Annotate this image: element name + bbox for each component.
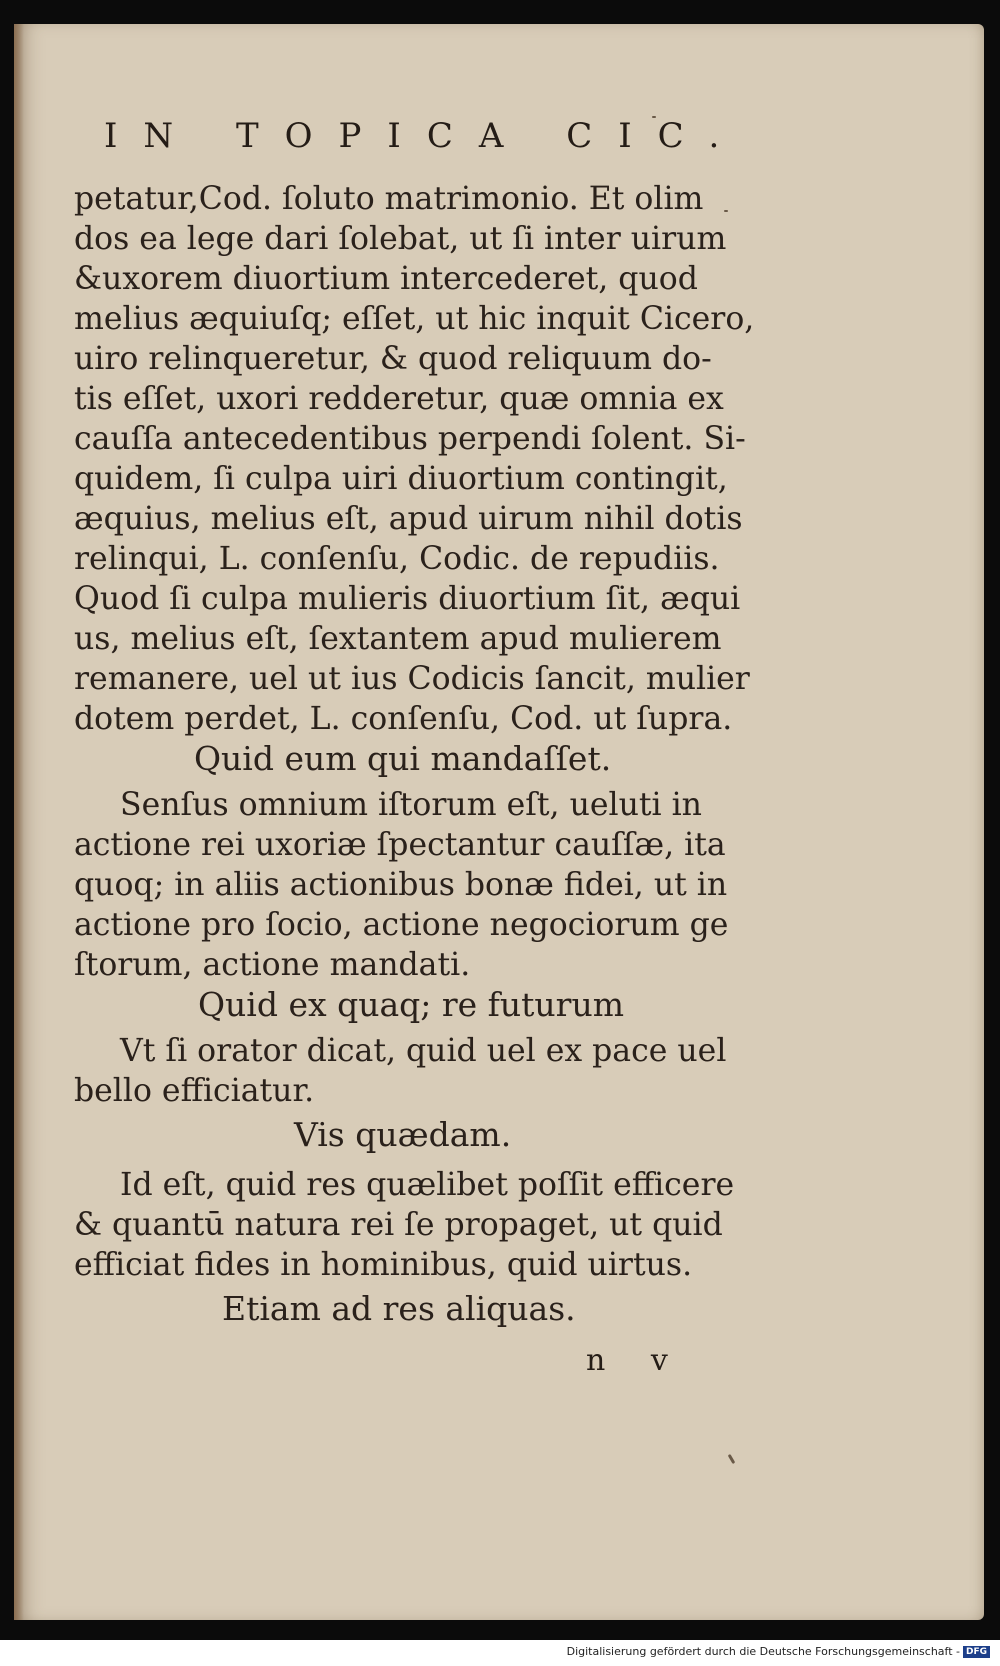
- text-line: quidem, ſi culpa uiri diuortium contingit,: [74, 461, 728, 497]
- section-heading: Quid eum qui mandaſſet.: [194, 739, 612, 778]
- text-line: &uxorem diuortium intercederet, quod: [74, 261, 698, 297]
- section-heading: Quid ex quaq; re futurum: [198, 985, 624, 1024]
- text-line: actione rei uxoriæ ſpectantur cauſſæ, ita: [74, 827, 726, 863]
- text-line: tis eſſet, uxori redderetur, quæ omnia ex: [74, 381, 724, 417]
- text-line: remanere, uel ut ius Codicis ſancit, mulier: [74, 661, 750, 697]
- text-line: dotem perdet, L. conſenſu, Cod. ut ſupra.: [74, 701, 733, 737]
- text-line: Id eſt, quid res quælibet poſſit efficere: [120, 1167, 735, 1203]
- text-line: uiro relinqueretur, & quod reliquum do-: [74, 341, 712, 377]
- text-line: Quod ſi culpa mulieris diuortium ſit, æqui: [74, 581, 741, 617]
- text-line: melius æquiuſq; eſſet, ut hic inquit Cicero,: [74, 301, 755, 337]
- page-speck: [724, 210, 728, 212]
- text-line: Senſus omnium iſtorum eſt, ueluti in: [120, 787, 702, 823]
- text-line: relinqui, L. conſenſu, Codic. de repudiis.: [74, 541, 720, 577]
- text-line: ſtorum, actione mandati.: [74, 947, 471, 983]
- section-heading: Vis quædam.: [294, 1115, 512, 1154]
- text-line: dos ea lege dari ſolebat, ut ſi inter uirum: [74, 221, 727, 257]
- section-heading: Etiam ad res aliquas.: [222, 1289, 576, 1328]
- digitization-credit: [567, 1645, 990, 1658]
- text-line: cauſſa antecedentibus perpendi ſolent. Si-: [74, 421, 746, 457]
- text-line: petatur,Cod. ſoluto matrimonio. Et olim: [74, 181, 704, 217]
- text-line: & quantū natura rei ſe propaget, ut quid: [74, 1207, 723, 1243]
- text-line: quoq; in aliis actionibus bonæ fidei, ut in: [74, 867, 728, 903]
- text-line: æquius, melius eſt, apud uirum nihil dotis: [74, 501, 743, 537]
- text-line: efficiat fides in hominibus, quid uirtus.: [74, 1247, 693, 1283]
- dfg-logo-icon: DFG: [963, 1646, 990, 1658]
- text-line: us, melius eſt, ſextantem apud mulierem: [74, 621, 722, 657]
- footer-bar: [0, 1640, 1000, 1666]
- page-speck: [728, 1454, 736, 1464]
- text-line: actione pro ſocio, actione negociorum ge: [74, 907, 729, 943]
- credit-text: Digitalisierung gefördert durch die Deutsche Forschungsgemeinschaft -: [566, 1645, 960, 1658]
- running-head: IN TOPICA CIC.: [104, 116, 746, 156]
- catchword: n v: [586, 1343, 686, 1378]
- text-line: Vt ſi orator dicat, quid uel ex pace uel: [120, 1033, 727, 1069]
- text-line: bello efficiatur.: [74, 1073, 315, 1109]
